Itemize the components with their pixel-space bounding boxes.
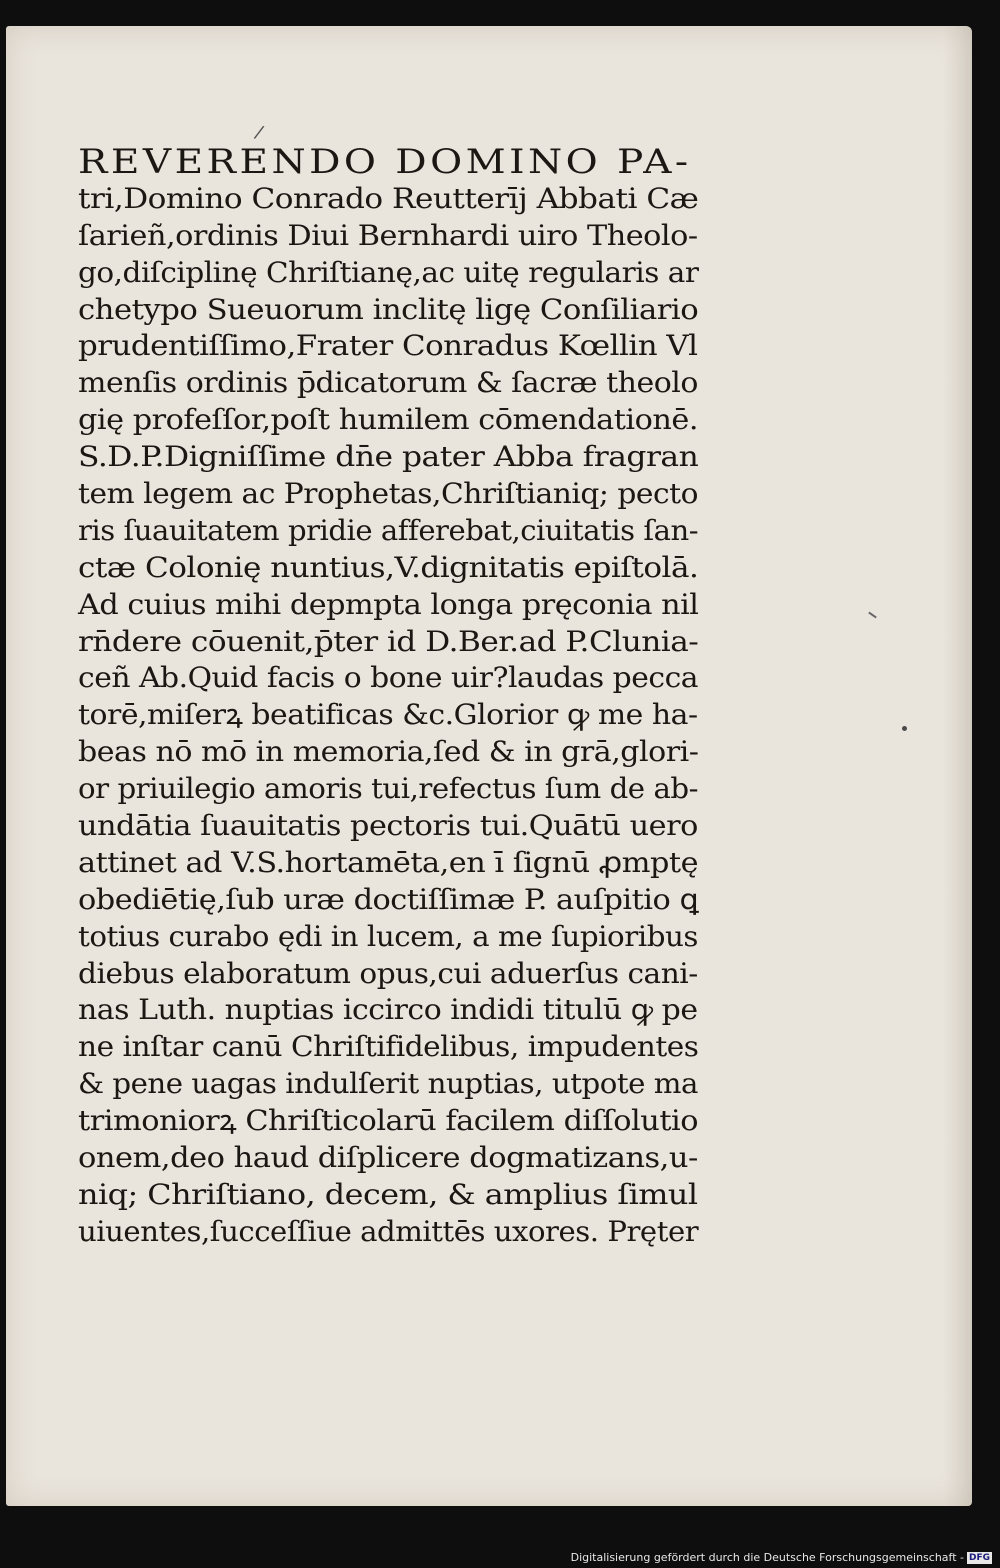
text-line: ceñ Ab.Quid facis o bone uir?laudas pecca (78, 661, 699, 695)
text-line: or priuilegio amoris tui,refectus ſum de ab- (78, 772, 699, 806)
text-line: torē,miſerꝝ beatificas &c.Glorior ꝙ me ha- (78, 698, 698, 732)
text-line: gię profeſſor,poſt humilem cōmendationē. (78, 403, 698, 437)
text-line: tem legem ac Prophetas,Chriſtianiq; pecto (78, 477, 699, 511)
text-line: uiuentes,ſucceſſiue admittēs uxores. Pręter (78, 1214, 699, 1248)
digitization-credit (571, 1551, 992, 1564)
text-line: obediētię,ſub uræ doctiſſimæ P. auſpitio ꝗ (78, 882, 699, 916)
text-line: ctæ Colonię nuntius,V.dignitatis epiſtolā. (78, 550, 699, 584)
text-line: trimoniorꝝ Chriſticolarū facilem diſſolutio (78, 1104, 699, 1138)
dfg-logo: DFG (968, 1552, 990, 1563)
text-line: go,diſciplinę Chriſtianę,ac uitę regularis ar (78, 255, 699, 289)
text-line: onem,deo haud diſplicere dogmatizans,u- (78, 1141, 698, 1175)
text-line: nas Luth. nuptias iccirco indidi titulū ꝙ pe (78, 993, 698, 1027)
text-line: rn̄dere cōuenit,p̄ter id D.Ber.ad P.Clunia- (78, 624, 699, 658)
text-line: niq; Chriſtiano, decem, & amplius ſimul (78, 1177, 698, 1211)
text-line: S.D.P.Digniſſime dn̄e pater Abba fragran (78, 440, 699, 474)
text-line: tri,Domino Conrado Reutterīj Abbati Cæ (78, 181, 699, 215)
text-line: ris ſuauitatem pridie afferebat,ciuitatis ſan- (78, 513, 699, 547)
text-line: chetypo Sueuorum inclitę ligę Conſiliario (78, 292, 699, 326)
body-text (78, 144, 698, 1251)
ink-spot (902, 726, 907, 731)
text-line: & pene uagas indulſerit nuptias, utpote ma (78, 1067, 698, 1101)
credit-text: Digitalisierung gefördert durch die Deutsche Forschungsgemeinschaft - (570, 1551, 964, 1564)
heading-line: REVERENDO DOMINO PA- (78, 142, 692, 182)
text-line: ſarieñ,ordinis Diui Bernhardi uiro Theolo- (78, 218, 698, 252)
text-line: ne inſtar canū Chriſtifidelibus, impudentes (78, 1030, 699, 1064)
text-line: beas nō mō in memoria,ſed & in grā,glori- (78, 735, 699, 769)
text-line: menſis ordinis p̄dicatorum & ſacræ theolo (78, 366, 698, 400)
text-line: totius curabo ędi in lucem, a me ſupioribus (78, 919, 698, 953)
margin-mark: / (252, 121, 266, 144)
text-line: Ad cuius mihi depmpta longa pręconia nil (78, 587, 699, 621)
text-line: diebus elaboratum opus,cui aduerſus cani- (78, 956, 698, 990)
text-line: prudentiſſimo,Frater Conradus Kœllin Vl (78, 329, 698, 363)
text-line: attinet ad V.S.hortamēta,en ī ſignū ꝓmptę (78, 845, 699, 879)
text-line: undātia ſuauitatis pectoris tui.Quātū uero (78, 809, 698, 843)
margin-mark (868, 612, 877, 619)
